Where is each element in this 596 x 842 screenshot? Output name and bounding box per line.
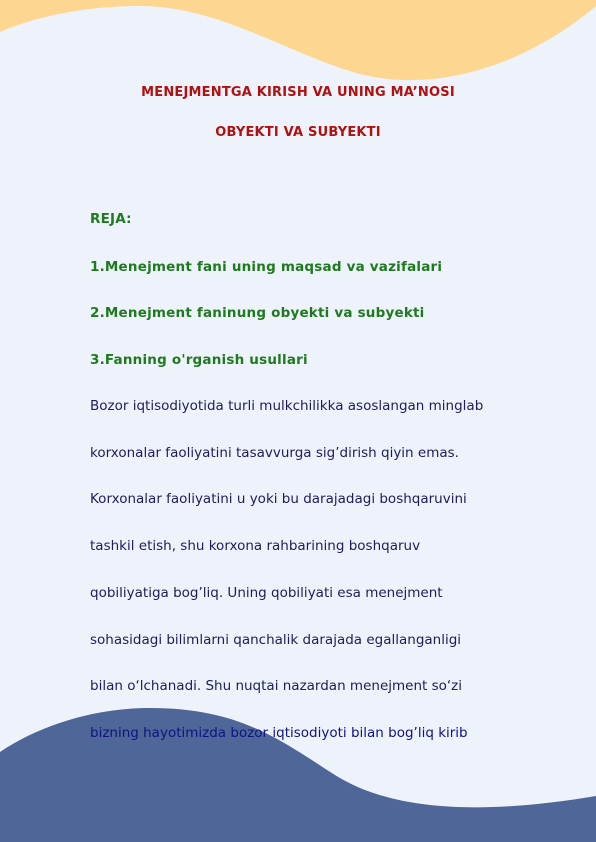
- body-text-line: korxonalar faoliyatini tasavvurga sig’dirish qiyin emas.: [90, 445, 459, 461]
- plan-item: 2.Menejment faninung obyekti va subyekti: [90, 305, 425, 321]
- body-text-line: bizning hayotimizda bozor iqtisodiyoti bilan bog’liq kirib: [90, 725, 468, 741]
- document-subtitle: OBYEKTI VA SUBYEKTI: [215, 125, 381, 140]
- plan-item: 1.Menejment fani uning maqsad va vazifalari: [90, 259, 443, 275]
- document-title: MENEJMENTGA KIRISH VA UNING MA’NOSI: [141, 85, 455, 100]
- body-text-line: sohasidagi bilimlarni qanchalik darajada egallanganligi: [90, 632, 462, 648]
- plan-heading: REJA:: [90, 211, 132, 227]
- body-text-line: tashkil etish, shu korxona rahbarining boshqaruv: [90, 538, 421, 554]
- body-text-line: Korxonalar faoliyatini u yoki bu darajadagi boshqaruvini: [90, 491, 467, 507]
- body-text-line: qobiliyatiga bog’liq. Uning qobiliyati esa menejment: [90, 585, 443, 601]
- plan-item: 3.Fanning o'rganish usullari: [90, 352, 308, 368]
- body-text-line: bilan o‘lchanadi. Shu nuqtai nazardan menejment so‘zi: [90, 678, 463, 694]
- body-text-line: Bozor iqtisodiyotida turli mulkchilikka asoslangan minglab: [90, 398, 484, 414]
